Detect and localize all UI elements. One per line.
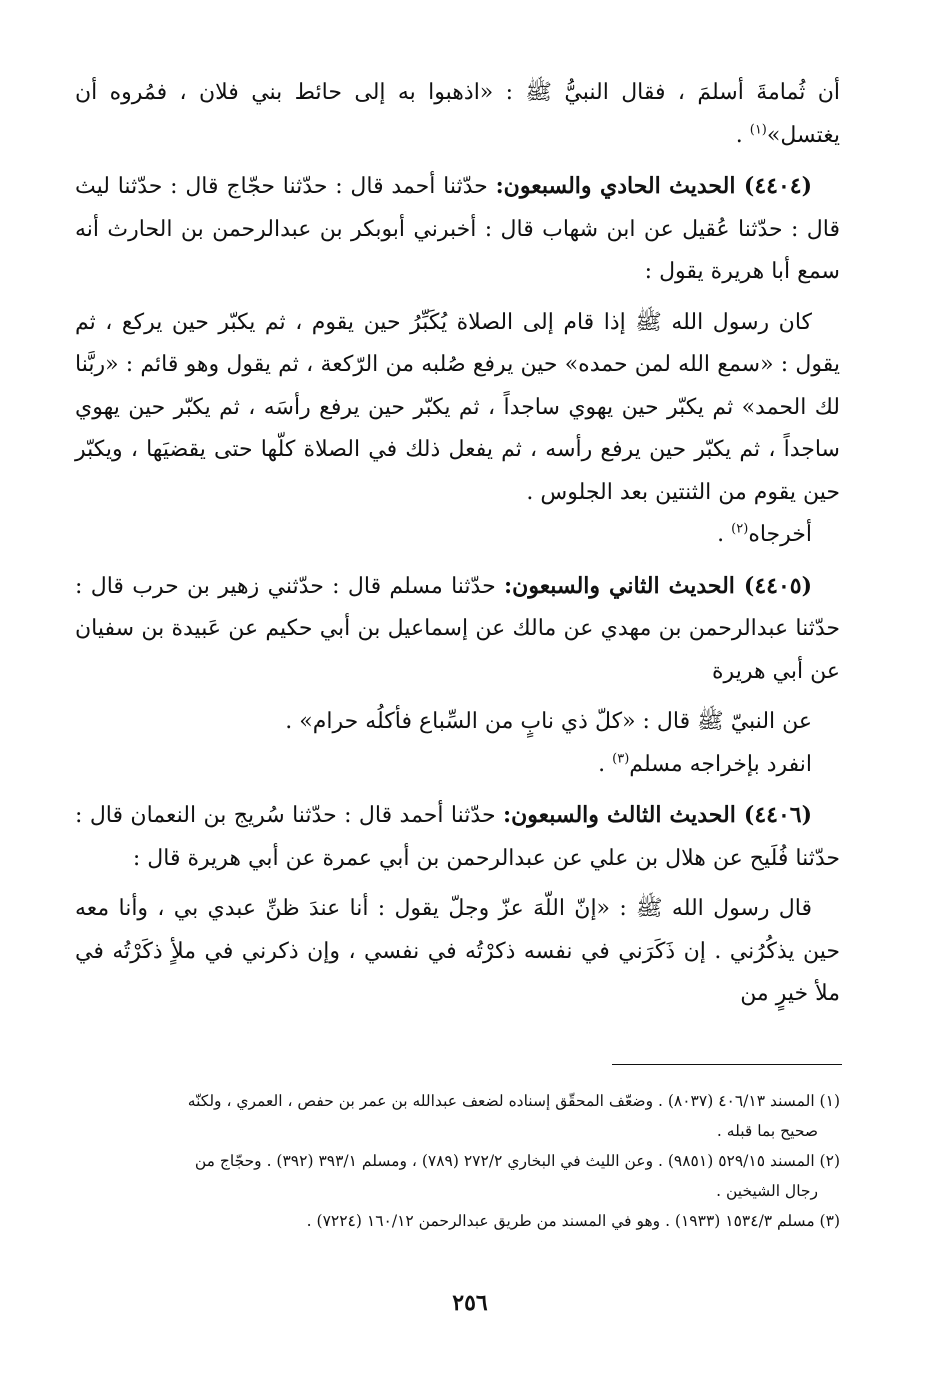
hadith-4406-isnad-text: حدّثنا أحمد قال : حدّثنا سُريج بن النعمان قال : حدّثنا فُلَيح عن هلال بن علي عن عبدالرحمن بن أبي عمرة عن أبي هريرة قال : [75, 803, 840, 871]
footnote-ref-3: (٣) [612, 751, 630, 767]
footnote-divider [612, 1064, 842, 1065]
hadith-4404-isnad [75, 165, 840, 294]
hadith-4404-takhrij-text: أخرجاه [748, 522, 812, 547]
hadith-4405-isnad [75, 565, 840, 694]
footnote-1: (١) المسند ٤٠٦/١٣ (٨٠٣٧) . وضعّف المحقّق إسناده لضعف عبدالله بن عمر بن حفص ، العمري ، ولكنّه [187, 1092, 840, 1110]
footnote-3: (٣) مسلم ١٥٣٤/٣ (١٩٣٣) . وهو في المسند من طريق عبدالرحمن ١٦٠/١٢ (٧٢٢٤) . [306, 1212, 840, 1230]
hadith-4406-heading: (٤٤٠٦) الحديث الثالث والسبعون: [502, 802, 812, 828]
hadith-4406-isnad [75, 794, 840, 880]
hadith-4404-isnad-text: حدّثنا أحمد قال : حدّثنا حجّاج قال : حدّثنا ليث قال : حدّثنا عُقيل عن ابن شهاب قال : أخبرني أبوبكر بن عبدالرحمن بن الحارث أنه سمع أبا هريرة يقول : [75, 174, 840, 284]
hadith-4405-takhrij [75, 744, 840, 787]
hadith-4404-takhrij [75, 514, 840, 557]
intro-text-end: . [735, 122, 750, 148]
hadith-4405-matn: عن النبيّ ﷺ قال : «كلّ ذي نابٍ من السِّباع فأكلُه حرام» . [285, 709, 812, 734]
main-text [75, 72, 840, 1016]
footnote-2: (٢) المسند ٥٢٩/١٥ (٩٨٥١) . وعن الليث في البخاري ٢٧٢/٢ (٧٨٩) ، ومسلم ٣٩٣/١ (٣٩٢) . وحجّاج من [194, 1152, 840, 1170]
hadith-4404-takhrij-end: . [717, 522, 732, 547]
hadith-4404-matn: كان رسول الله ﷺ إذا قام إلى الصلاة يُكَبِّرُ حين يقوم ، ثم يكبّر حين يركع ، ثم يقول : «سمع الله لمن حمده» حين يرفع صُلبه من الرّكعة ، ثم يقول وهو قائم : «ربَّنا لك الحمد» ثم يكبّر حين يهوي ساجداً ، ثم يكبّر حين يرفع رأسَه ، ثم يكبّر حين يهوي ساجداً ، ثم يكبّر حين يرفع رأسه ، ثم يفعل ذلك في الصلاة كلّها حتى يقضيَها ، ويكبّر حين يقوم من الثنتين بعد الجلوس . [75, 309, 840, 505]
intro-paragraph [75, 72, 840, 157]
hadith-4405-heading: (٤٤٠٥) الحديث الثاني والسبعون: [504, 572, 812, 599]
hadith-4405-takhrij-end: . [598, 751, 613, 777]
footnote-2-continuation: رجال الشيخين . [716, 1182, 818, 1200]
footnote-ref-1: (١) [749, 122, 767, 138]
footnotes [72, 1086, 840, 1236]
footnote-ref-2: (٢) [731, 521, 749, 537]
hadith-4404-heading: (٤٤٠٤) الحديث الحادي والسبعون: [495, 173, 812, 199]
hadith-4405-isnad-text: حدّثنا مسلم قال : حدّثني زهير بن حرب قال : حدّثنا عبدالرحمن بن مهدي عن مالك عن إسماعيل بن أبي حكيم عن عَبيدة بن سفيان عن أبي هريرة [75, 573, 840, 684]
hadith-4406-matn: قال رسول الله ﷺ : «إنّ اللّهَ عزّ وجلّ يقول : أنا عندَ ظنِّ عبدي بي ، وأنا معه حين يذكُرُني . إن ذَكَرَني في نفسه ذكرْتُه في نفسي ، وإن ذكرني في ملأٍ ذكَرْتُه في ملأ خيرٍ من [75, 896, 840, 1006]
footnote-1-continuation: صحيح بما قبله . [716, 1122, 818, 1140]
hadith-4405-takhrij-text: انفرد بإخراجه مسلم [629, 751, 812, 777]
intro-text: أن ثُمامةَ أسلمَ ، فقال النبيُّ ﷺ : «اذهبوا به إلى حائط بني فلان ، فمُروه أن يغتسل» [75, 80, 840, 148]
page-number: ٢٥٦ [452, 1290, 488, 1316]
